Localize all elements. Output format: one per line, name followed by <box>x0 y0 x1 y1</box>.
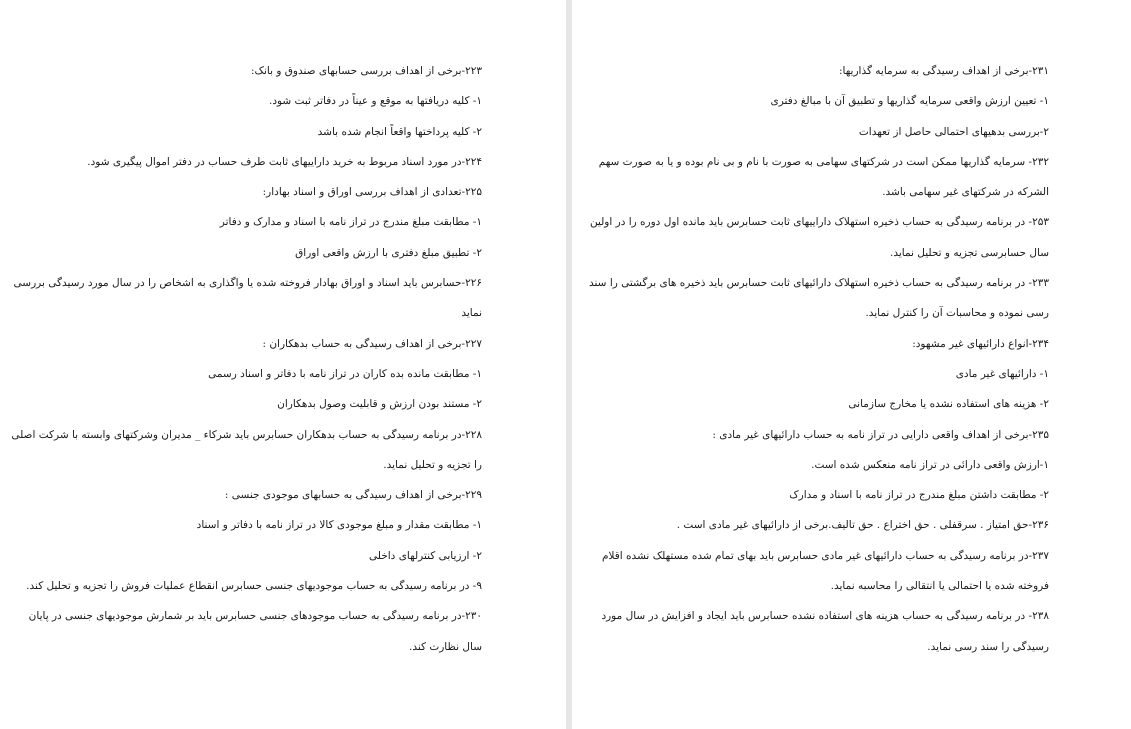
text-line: ۲- مستند بودن ارزش و قابلیت وصول بدهکاران <box>277 398 482 411</box>
text-line: ۲۳۱-برخی از اهداف رسیدگی به سرمایه گذاریها: <box>838 65 1049 77</box>
text-line: ۲-بررسی بدهیهای احتمالی حاصل از تعهدات <box>858 125 1049 138</box>
text-line: ۲۲۶-حسابرس باید اسناد و اوراق بهادار فروخته شده یا واگذاری به اشخاص را در سال مورد رسیدگی بررسی <box>13 277 482 290</box>
text-line: ۲۲۳-برخی از اهداف بررسی حسابهای صندوق و بانک: <box>251 65 482 77</box>
text-line: ۱- دارائیهای غیر مادی <box>955 367 1049 380</box>
text-line: الشرکه در شرکتهای غیر سهامی باشد. <box>882 186 1049 199</box>
text-lines-left <box>0 60 566 666</box>
text-line: ۹- در برنامه رسیدگی به حساب موجودیهای جنسی حسابرس انقطاع عملیات فروش را تجزیه و تحلیل کند. <box>26 580 482 593</box>
text-line: ۱- تعیین ارزش واقعی سرمایه گذاریها و تطبیق آن با مبالغ دفتری <box>770 95 1049 108</box>
text-line: رسیدگی را سند رسی نماید. <box>927 640 1049 653</box>
text-line: رسی نموده و محاسبات آن را کنترل نماید. <box>865 307 1049 320</box>
text-line: سال حسابرسی تجزیه و تحلیل نماید. <box>889 246 1049 259</box>
text-line: ۲۳۴-انواع دارائیهای غیر مشهود: <box>912 337 1049 350</box>
text-line: ۱- کلیه دریافتها به موقع و عیناً در دفاتر ثبت شود. <box>268 95 482 108</box>
text-line: ۲۳۵-برخی از اهداف واقعی دارایی در تراز نامه به حساب دارائیهای غیر مادی : <box>712 428 1049 441</box>
text-line: نماید <box>461 307 482 320</box>
text-line: ۱- مطابقت مقدار و مبلغ موجودی کالا در تراز نامه با دفاتر و اسناد <box>196 519 482 532</box>
text-line: سال نظارت کند. <box>408 640 482 653</box>
text-line: ۲۳۶-حق امتیاز . سرقفلی . حق اختراع . حق تالیف.برخی از دارائیهای غیر مادی است . <box>676 519 1049 532</box>
document-page-right <box>572 0 1131 729</box>
text-lines-right <box>572 60 1131 666</box>
text-line: ۲۳۲- سرمایه گذاریها ممکن است در شرکتهای سهامی به صورت با نام و بی نام بوده و یا به صورت سهم <box>598 155 1049 168</box>
text-line: ۲- ارزیابی کنترلهای داخلی <box>369 549 482 562</box>
text-line: ۱- مطابقت مانده بده کاران در تراز نامه با دفاتر و اسناد رسمی <box>208 367 482 380</box>
text-line: ۲۲۵-تعدادی از اهداف بررسی اوراق و اسناد بهادار: <box>262 186 482 199</box>
text-line: ۲۳۷-در برنامه رسیدگی به حساب دارائیهای غیر مادی حسابرس باید بهای تمام شده مستهلک نشده اقلام <box>602 549 1049 562</box>
text-line: ۲۳۰-در برنامه رسیدگی به حساب موجودهای جنسی حسابرس باید بر شمارش موجودیهای جنسی در پایان <box>28 610 482 623</box>
text-line: ۱- مطابقت مبلغ مندرج در تراز نامه با اسناد و مدارک و دفاتر <box>219 216 482 229</box>
text-line: ۲۳۸- در برنامه رسیدگی به حساب هزینه های استفاده نشده حسابرس باید ایجاد و افزایش در سال مورد <box>601 610 1049 623</box>
text-line: ۲۲۸-در برنامه رسیدگی به حساب بدهکاران حسابرس باید شرکاء _ مدیران وشرکتهای وابسته با شرکت اصلی <box>11 428 482 441</box>
text-line: فروخته شده یا احتمالی یا انتقالی را محاسبه نماید. <box>830 580 1049 593</box>
text-line: ۲- تطبیق مبلغ دفتری با ارزش واقعی اوراق <box>295 246 482 259</box>
text-line: ۱-ارزش واقعی دارائی در تراز نامه منعکس شده است. <box>811 458 1049 471</box>
text-line: ۲۵۳- در برنامه رسیدگی به حساب ذخیره استهلاک داراییهای ثابت حسابرس باید مانده اول دوره را در اولین <box>589 216 1049 229</box>
text-line: را تجزیه و تحلیل نماید. <box>383 458 482 471</box>
text-line: ۲- مطابقت داشتن مبلغ مندرج در تراز نامه با اسناد و مدارک <box>789 489 1049 502</box>
text-line: ۲۲۴-در مورد اسناد مربوط به خرید داراییهای ثابت طرف حساب در دفتر اموال پیگیری شود. <box>87 155 482 168</box>
text-line: ۲- کلیه پرداختها واقعاً انجام شده باشد <box>317 125 482 138</box>
text-line: ۲- هزینه های استفاده نشده یا مخارج سازمانی <box>848 398 1049 411</box>
text-line: ۲۳۳- در برنامه رسیدگی به حساب ذخیره استهلاک دارائیهای ثابت حسابرس باید ذخیره های برگشتی را سند <box>589 277 1049 290</box>
text-line: ۲۲۷-برخی از اهداف رسیدگی به حساب بدهکاران : <box>262 337 482 350</box>
text-line: ۲۲۹-برخی از اهداف رسیدگی به حسابهای موجودی جنسی : <box>224 489 482 502</box>
